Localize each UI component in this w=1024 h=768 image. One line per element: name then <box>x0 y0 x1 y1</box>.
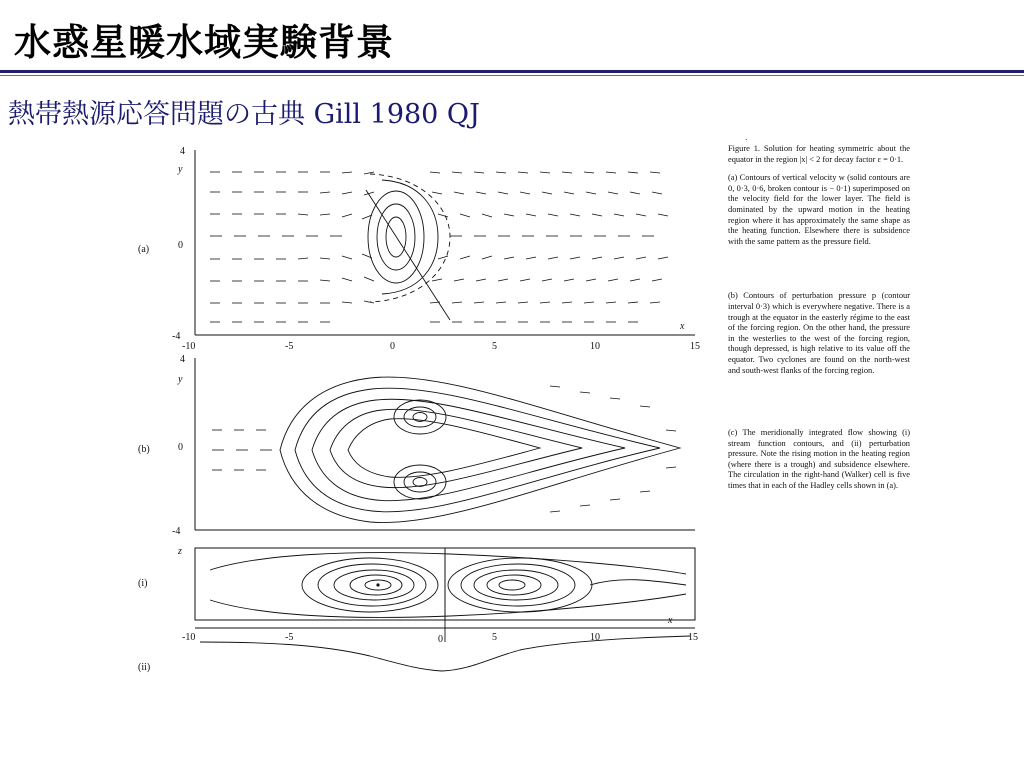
svg-text:-5: -5 <box>285 632 294 643</box>
svg-text:4: 4 <box>180 354 185 365</box>
svg-text:(b): (b) <box>138 444 150 455</box>
page-title: 水惑星暖水域実験背景 <box>14 21 394 64</box>
svg-text:x: x <box>680 321 685 332</box>
svg-text:15: 15 <box>690 341 700 352</box>
figure-caption <box>728 144 910 500</box>
page-speck: . <box>745 132 748 142</box>
svg-text:5: 5 <box>492 341 497 352</box>
caption-part-a: (a) Contours of vertical velocity w (solid contours are 0, 0·3, 0·6, broken contour is − 0·1) superimposed on the velocity field for the lower layer. The field is dominated by the upward motion in the heating region where it has approximately the same shape as the heating function. Elsewhere there is subsidence with the same pattern as the pressure field. <box>728 173 910 246</box>
svg-text:-10: -10 <box>182 341 196 352</box>
svg-text:z: z <box>178 546 182 557</box>
svg-text:-10: -10 <box>182 632 196 643</box>
svg-text:-4: -4 <box>172 526 181 537</box>
figure-gill-1980 <box>120 130 910 700</box>
svg-text:y: y <box>178 374 183 385</box>
slide-subtitle: 熱帯熱源応答問題の古典 Gill 1980 QJ <box>8 99 480 130</box>
svg-text:-5: -5 <box>285 341 294 352</box>
svg-text:0: 0 <box>178 442 183 453</box>
svg-text:10: 10 <box>590 632 600 643</box>
svg-text:-4: -4 <box>172 331 181 342</box>
svg-text:0: 0 <box>178 240 183 251</box>
title-divider-secondary <box>0 75 1024 76</box>
svg-text:(i): (i) <box>138 578 148 589</box>
svg-text:4: 4 <box>180 146 185 157</box>
svg-text:5: 5 <box>492 632 497 643</box>
svg-text:(ii): (ii) <box>138 662 151 673</box>
svg-text:0: 0 <box>438 634 443 645</box>
caption-intro-text: Solution for heating symmetric about the equator in the region |x| < 2 for decay factor ε = 0·1. <box>728 144 910 164</box>
svg-text:10: 10 <box>590 341 600 352</box>
caption-part-b: (b) Contours of perturbation pressure p (contour interval 0·3) which is everywhere negative. There is a trough at the equator in the easterly régime to the east of the forcing region. On the other hand, the pressure in the westerlies to the west of the forcing region, though depressed, is high relative to its value off the equator. Two cyclones are found on the north-west and south-west flanks of the forcing region. <box>728 291 910 375</box>
svg-text:15: 15 <box>688 632 698 643</box>
svg-text:y: y <box>178 164 183 175</box>
svg-text:0: 0 <box>390 341 395 352</box>
svg-text:x: x <box>668 615 673 626</box>
svg-text:(a): (a) <box>138 244 150 255</box>
caption-intro <box>728 144 910 165</box>
caption-part-c: (c) The meridionally integrated flow showing (i) stream function contours, and (ii) perturbation pressure. Note the rising motion in the heating region (where there is a trough) and subsidence elsewhere. The circulation in the right-hand (Walker) cell is five times that in each of the Hadley cells shown in (a). <box>728 428 910 491</box>
caption-figure-number: Figure 1. <box>728 144 760 153</box>
title-divider <box>0 70 1024 73</box>
